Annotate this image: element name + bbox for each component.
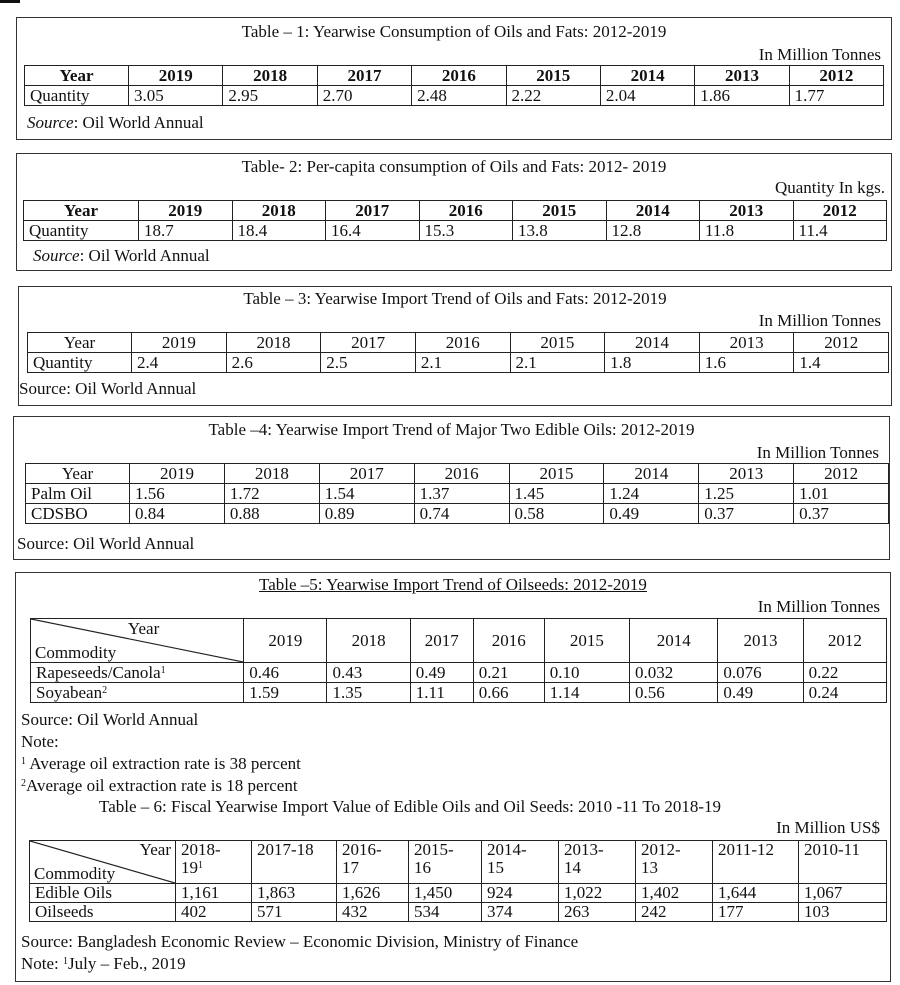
value-cell: 15.3 [419, 221, 513, 241]
corner-header-cell [31, 619, 244, 663]
header-cell: 2017 [321, 333, 416, 353]
table-3-title: Table – 3: Yearwise Import Trend of Oils and Fats: 2012-2019 [243, 289, 667, 308]
header-line-1: 2018- [181, 840, 221, 859]
value-cell: 374 [482, 903, 559, 922]
row-label: CDSBO [26, 504, 130, 524]
table-4-unit: In Million Tonnes [756, 443, 879, 462]
header-cell: 2018 [226, 333, 321, 353]
table-3-unit: In Million Tonnes [758, 311, 881, 330]
table-5 [30, 618, 887, 703]
header-cell: 2016 [419, 201, 513, 221]
footnote-mark: 2 [21, 778, 26, 789]
header-cell: 2012 [794, 333, 889, 353]
value-cell: 2.4 [132, 353, 227, 373]
value-cell: 1.01 [794, 484, 889, 504]
table-5-6-panel [15, 572, 891, 982]
row-label: Quantity [28, 353, 132, 373]
value-cell: 1,644 [713, 884, 799, 903]
value-cell: 1.24 [604, 484, 699, 504]
header-cell: 2015 [510, 333, 605, 353]
table-4-header-row [26, 464, 889, 484]
header-cell: 2015 [513, 201, 607, 221]
table-6-header-row [30, 841, 887, 884]
table-row [30, 903, 887, 922]
note-text: Average oil extraction rate is 18 percent [26, 776, 298, 795]
value-cell: 1.59 [244, 683, 327, 703]
footnote-mark: 1 [63, 956, 69, 967]
value-cell: 2.1 [510, 353, 605, 373]
table-5-title: Table –5: Yearwise Import Trend of Oilseeds: 2012-2019 [259, 575, 647, 594]
header-line-1: 2011-12 [718, 840, 775, 859]
header-line-2: 13 [641, 858, 658, 877]
value-cell: 177 [713, 903, 799, 922]
value-cell: 242 [636, 903, 713, 922]
value-cell: 13.8 [513, 221, 607, 241]
value-cell: 2.6 [226, 353, 321, 373]
corner-top-label: Year [139, 840, 171, 859]
header-cell: Year [25, 66, 129, 86]
table-2-title: Table- 2: Per-capita consumption of Oils and Fats: 2012- 2019 [241, 157, 667, 176]
header-cell: 2014 [630, 619, 718, 663]
value-cell: 0.84 [130, 504, 225, 524]
row-label [31, 663, 244, 683]
value-cell: 1.11 [410, 683, 473, 703]
value-cell: 0.56 [630, 683, 718, 703]
table-5-note-label: Note: [21, 732, 59, 751]
table-4 [25, 463, 889, 524]
row-label: Palm Oil [26, 484, 130, 504]
header-cell: 2015 [544, 619, 629, 663]
value-cell: 0.37 [794, 504, 889, 524]
value-cell: 0.49 [604, 504, 699, 524]
header-cell: 2013 [700, 201, 794, 221]
table-2-panel [16, 153, 892, 271]
table-row [24, 221, 887, 241]
value-cell: 534 [409, 903, 482, 922]
header-cell: 2016 [473, 619, 544, 663]
value-cell: 1,626 [337, 884, 409, 903]
row-label: Edible Oils [30, 884, 176, 903]
value-cell: 1.54 [319, 484, 414, 504]
value-cell: 1.86 [695, 86, 789, 106]
row-label-text: Rapeseeds/Canola [36, 663, 161, 682]
value-cell: 1,161 [176, 884, 252, 903]
value-cell: 1,402 [636, 884, 713, 903]
value-cell: 0.66 [473, 683, 544, 703]
corner-top-label: Year [127, 619, 160, 638]
value-cell: 1,450 [409, 884, 482, 903]
table-6 [29, 840, 887, 922]
table-6-note [21, 954, 186, 974]
header-cell: 2016 [415, 333, 510, 353]
value-cell: 571 [252, 903, 337, 922]
header-cell: 2014 [604, 464, 699, 484]
value-cell: 1,863 [252, 884, 337, 903]
header-cell: 2013 [699, 464, 794, 484]
header-cell: 2017 [326, 201, 420, 221]
header-line-1: 2015- [414, 840, 454, 859]
header-line-2: 17 [342, 858, 359, 877]
value-cell: 0.89 [319, 504, 414, 524]
value-cell: 16.4 [326, 221, 420, 241]
value-cell: 2.22 [506, 86, 600, 106]
header-line-1: 2017-18 [257, 840, 314, 859]
header-line-2: 16 [414, 858, 431, 877]
footnote-mark: 1 [21, 756, 26, 767]
source-label: Source [27, 113, 74, 132]
table-5-header-row [31, 619, 887, 663]
table-4-panel [13, 416, 890, 560]
value-cell: 0.21 [473, 663, 544, 683]
header-cell [713, 841, 799, 884]
header-cell [799, 841, 887, 884]
value-cell: 924 [482, 884, 559, 903]
value-cell: 1.37 [414, 484, 509, 504]
header-cell: 2016 [412, 66, 506, 86]
header-cell: 2015 [509, 464, 604, 484]
header-cell: Year [28, 333, 132, 353]
table-5-unit: In Million Tonnes [757, 597, 880, 616]
value-cell: 11.8 [700, 221, 794, 241]
table-4-source: Source: Oil World Annual [17, 534, 195, 553]
table-1-panel [16, 17, 892, 140]
row-label-text: Soyabean [36, 683, 103, 702]
table-row [26, 504, 889, 524]
value-cell: 432 [337, 903, 409, 922]
corner-bottom-label: Commodity [35, 643, 117, 662]
note-text: July – Feb., 2019 [68, 954, 186, 973]
table-1-source [27, 113, 204, 133]
header-cell: 2019 [129, 66, 223, 86]
value-cell: 0.37 [699, 504, 794, 524]
value-cell: 1.25 [699, 484, 794, 504]
header-line-1: 2016- [342, 840, 382, 859]
value-cell: 0.24 [803, 683, 886, 703]
header-line-1: 2013- [564, 840, 604, 859]
header-cell: 2014 [600, 66, 694, 86]
value-cell: 1.4 [794, 353, 889, 373]
footnote-mark: 1 [198, 860, 203, 871]
header-cell [409, 841, 482, 884]
header-cell [559, 841, 636, 884]
value-cell: 0.10 [544, 663, 629, 683]
value-cell: 18.4 [232, 221, 326, 241]
table-row [25, 86, 884, 106]
corner-mark [0, 0, 20, 3]
value-cell: 1.72 [224, 484, 319, 504]
value-cell: 1.45 [509, 484, 604, 504]
value-cell: 2.48 [412, 86, 506, 106]
header-line-2: 19 [181, 858, 198, 877]
value-cell: 1.35 [327, 683, 410, 703]
header-cell: 2013 [718, 619, 803, 663]
corner-bottom-label: Commodity [34, 864, 116, 883]
note-text: Average oil extraction rate is 38 percent [26, 754, 301, 773]
value-cell: 3.05 [129, 86, 223, 106]
value-cell: 0.49 [410, 663, 473, 683]
value-cell: 0.88 [224, 504, 319, 524]
table-3 [27, 332, 889, 373]
header-cell: 2018 [232, 201, 326, 221]
header-cell: 2018 [224, 464, 319, 484]
header-cell: 2013 [699, 333, 794, 353]
header-line-2: 15 [487, 858, 504, 877]
header-cell: 2012 [793, 201, 887, 221]
row-label: Quantity [24, 221, 139, 241]
value-cell: 0.032 [630, 663, 718, 683]
table-5-source: Source: Oil World Annual [21, 710, 199, 729]
value-cell: 0.58 [509, 504, 604, 524]
table-3-header-row [28, 333, 889, 353]
header-cell: 2014 [605, 333, 700, 353]
value-cell: 2.95 [223, 86, 317, 106]
note-prefix: Note: [21, 954, 64, 973]
header-cell: 2019 [132, 333, 227, 353]
header-cell: 2018 [327, 619, 410, 663]
value-cell: 103 [799, 903, 887, 922]
value-cell: 1.77 [789, 86, 883, 106]
value-cell: 0.076 [718, 663, 803, 683]
table-1 [24, 65, 884, 106]
header-cell: 2019 [139, 201, 233, 221]
value-cell: 2.04 [600, 86, 694, 106]
header-line-1: 2014- [487, 840, 527, 859]
source-text: : Oil World Annual [73, 113, 204, 132]
header-cell: 2017 [317, 66, 411, 86]
footnote-mark: 1 [160, 665, 166, 676]
row-label: Oilseeds [30, 903, 176, 922]
header-cell [337, 841, 409, 884]
table-3-panel [18, 286, 892, 406]
header-cell: 2017 [410, 619, 473, 663]
source-label: Source [33, 246, 80, 265]
table-row [28, 353, 889, 373]
table-6-title: Table – 6: Fiscal Yearwise Import Value of Edible Oils and Oil Seeds: 2010 -11 To 2018-19 [99, 797, 721, 816]
table-1-unit: In Million Tonnes [758, 45, 881, 64]
table-2 [23, 200, 887, 241]
value-cell: 11.4 [793, 221, 887, 241]
value-cell: 18.7 [139, 221, 233, 241]
value-cell: 1,067 [799, 884, 887, 903]
table-2-header-row [24, 201, 887, 221]
table-1-header-row [25, 66, 884, 86]
table-row [30, 884, 887, 903]
header-cell: 2017 [319, 464, 414, 484]
table-row [31, 663, 887, 683]
header-cell [252, 841, 337, 884]
header-line-2: 14 [564, 858, 581, 877]
value-cell: 263 [559, 903, 636, 922]
table-row [31, 683, 887, 703]
value-cell: 2.5 [321, 353, 416, 373]
value-cell: 2.1 [415, 353, 510, 373]
header-cell: 2012 [803, 619, 886, 663]
value-cell: 12.8 [606, 221, 700, 241]
value-cell: 402 [176, 903, 252, 922]
table-row [26, 484, 889, 504]
source-text: : Oil World Annual [79, 246, 210, 265]
table-6-source: Source: Bangladesh Economic Review – Economic Division, Ministry of Finance [21, 932, 579, 951]
table-2-unit: Quantity In kgs. [774, 178, 885, 197]
value-cell: 1.6 [699, 353, 794, 373]
table-5-note-1 [21, 754, 301, 774]
header-cell: 2018 [223, 66, 317, 86]
value-cell: 0.22 [803, 663, 886, 683]
value-cell: 1.8 [605, 353, 700, 373]
value-cell: 0.49 [718, 683, 803, 703]
table-4-title: Table –4: Yearwise Import Trend of Major Two Edible Oils: 2012-2019 [208, 420, 695, 439]
header-cell: 2019 [130, 464, 225, 484]
header-cell [636, 841, 713, 884]
header-line-1: 2010-11 [804, 840, 861, 859]
header-line-1: 2012- [641, 840, 681, 859]
header-cell: 2012 [794, 464, 889, 484]
table-3-source: Source: Oil World Annual [19, 379, 197, 398]
table-6-unit: In Million US$ [776, 818, 880, 837]
value-cell: 1,022 [559, 884, 636, 903]
value-cell: 0.43 [327, 663, 410, 683]
value-cell: 0.46 [244, 663, 327, 683]
header-cell: 2019 [244, 619, 327, 663]
header-cell: 2013 [695, 66, 789, 86]
header-cell: 2015 [506, 66, 600, 86]
row-label: Quantity [25, 86, 129, 106]
header-cell: 2016 [414, 464, 509, 484]
value-cell: 0.74 [414, 504, 509, 524]
header-cell [176, 841, 252, 884]
value-cell: 2.70 [317, 86, 411, 106]
value-cell: 1.14 [544, 683, 629, 703]
header-cell: 2012 [789, 66, 883, 86]
header-cell: 2014 [606, 201, 700, 221]
table-5-note-2 [21, 776, 298, 796]
row-label [31, 683, 244, 703]
header-cell: Year [24, 201, 139, 221]
corner-header-cell [30, 841, 176, 884]
value-cell: 1.56 [130, 484, 225, 504]
table-2-source [33, 246, 210, 266]
table-1-title: Table – 1: Yearwise Consumption of Oils and Fats: 2012-2019 [241, 22, 667, 41]
header-cell: Year [26, 464, 130, 484]
footnote-mark: 2 [102, 685, 108, 696]
header-cell [482, 841, 559, 884]
